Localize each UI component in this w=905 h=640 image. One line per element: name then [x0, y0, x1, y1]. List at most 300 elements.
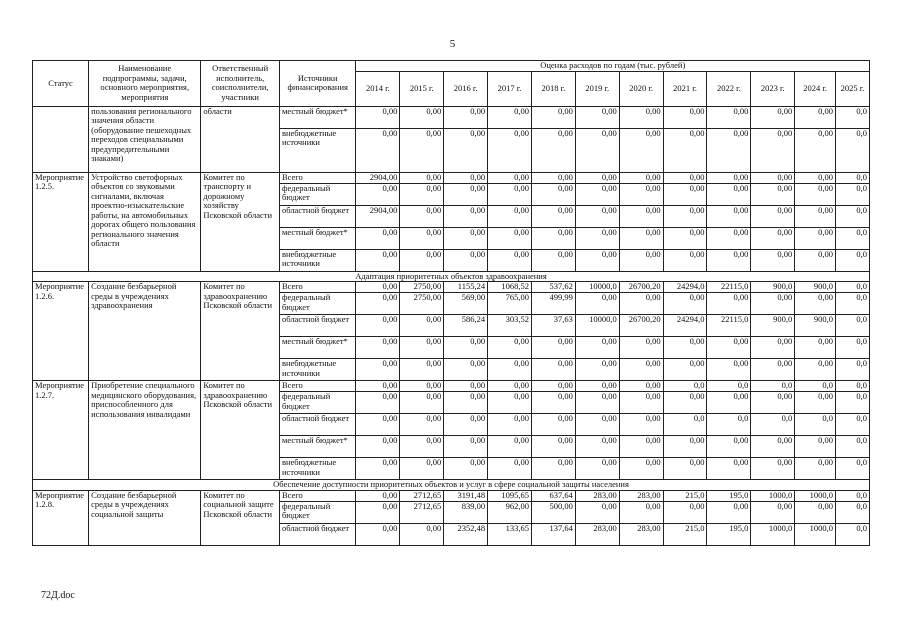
value-cell: 0,00	[488, 392, 532, 414]
value-cell: 195,0	[707, 523, 751, 545]
value-cell: 900,0	[795, 282, 836, 293]
value-cell: 0,0	[751, 414, 795, 436]
header-sources: Источники финансирования	[279, 61, 356, 107]
value-cell: 10000,0	[575, 282, 619, 293]
header-status: Статус	[33, 61, 89, 107]
source-cell: местный бюджет*	[279, 436, 356, 458]
value-cell: 0,00	[488, 381, 532, 392]
value-cell: 0,00	[663, 183, 707, 205]
value-cell: 0,00	[707, 337, 751, 359]
value-cell: 0,00	[444, 381, 488, 392]
value-cell: 0,00	[400, 381, 444, 392]
value-cell: 0,00	[356, 128, 400, 172]
name-cell: Создание безбарьерной среды в учреждениях здравоохранения	[89, 282, 201, 381]
value-cell: 0,00	[531, 172, 575, 183]
header-year: 2025 г.	[836, 71, 870, 106]
value-cell: 0,00	[531, 436, 575, 458]
value-cell: 0,00	[444, 458, 488, 480]
value-cell: 0,00	[707, 458, 751, 480]
value-cell: 0,0	[836, 315, 870, 337]
value-cell: 2712,65	[400, 501, 444, 523]
table-row	[33, 172, 870, 183]
value-cell: 26700,20	[619, 282, 663, 293]
value-cell: 0,00	[488, 458, 532, 480]
source-cell: местный бюджет*	[279, 106, 356, 128]
value-cell: 0,00	[751, 337, 795, 359]
value-cell: 0,00	[619, 106, 663, 128]
value-cell: 0,00	[751, 436, 795, 458]
value-cell: 0,00	[356, 337, 400, 359]
value-cell: 0,00	[531, 414, 575, 436]
value-cell: 0,00	[707, 436, 751, 458]
value-cell: 0,00	[575, 381, 619, 392]
value-cell: 0,00	[488, 359, 532, 381]
value-cell: 0,00	[356, 183, 400, 205]
responsible-cell: Комитет по здравоохранению Псковской области	[201, 381, 280, 480]
value-cell: 765,00	[488, 293, 532, 315]
value-cell: 0,00	[444, 249, 488, 271]
value-cell: 0,00	[531, 128, 575, 172]
status-cell: Мероприятие 1.2.5.	[33, 172, 89, 271]
value-cell: 0,00	[356, 458, 400, 480]
value-cell: 0,00	[575, 128, 619, 172]
source-cell: Всего	[279, 172, 356, 183]
footer-filename: 72Д.doc	[41, 590, 75, 601]
value-cell: 0,0	[836, 381, 870, 392]
value-cell: 0,00	[575, 249, 619, 271]
value-cell: 0,00	[356, 359, 400, 381]
value-cell: 0,00	[751, 172, 795, 183]
value-cell: 0,00	[575, 392, 619, 414]
value-cell: 0,0	[836, 282, 870, 293]
value-cell: 0,00	[400, 337, 444, 359]
value-cell: 24294,0	[663, 315, 707, 337]
value-cell: 586,24	[444, 315, 488, 337]
source-cell: областной бюджет	[279, 414, 356, 436]
value-cell: 283,00	[575, 523, 619, 545]
value-cell: 0,00	[619, 337, 663, 359]
value-cell: 0,00	[531, 106, 575, 128]
value-cell: 0,00	[619, 172, 663, 183]
value-cell: 0,00	[619, 392, 663, 414]
value-cell: 0,00	[488, 337, 532, 359]
value-cell: 22115,0	[707, 282, 751, 293]
value-cell: 0,00	[751, 359, 795, 381]
source-cell: федеральный бюджет	[279, 293, 356, 315]
value-cell: 0,00	[575, 501, 619, 523]
value-cell: 0,0	[836, 359, 870, 381]
value-cell: 0,00	[444, 183, 488, 205]
value-cell: 0,00	[751, 106, 795, 128]
value-cell: 0,00	[356, 249, 400, 271]
value-cell: 133,65	[488, 523, 532, 545]
value-cell: 0,00	[795, 227, 836, 249]
source-cell: внебюджетные источники	[279, 249, 356, 271]
name-cell: Создание безбарьерной среды в учреждениях социальной защиты	[89, 490, 201, 545]
source-cell: внебюджетные источники	[279, 458, 356, 480]
value-cell: 2904,00	[356, 172, 400, 183]
value-cell: 0,00	[663, 458, 707, 480]
value-cell: 0,00	[795, 183, 836, 205]
value-cell: 0,00	[751, 458, 795, 480]
value-cell: 0,00	[575, 359, 619, 381]
value-cell: 0,00	[707, 392, 751, 414]
value-cell: 0,00	[444, 337, 488, 359]
value-cell: 0,00	[400, 205, 444, 227]
value-cell: 900,0	[795, 315, 836, 337]
header-year: 2016 г.	[444, 71, 488, 106]
value-cell: 0,00	[400, 523, 444, 545]
header-year: 2014 г.	[356, 71, 400, 106]
value-cell: 0,00	[707, 172, 751, 183]
value-cell: 1000,0	[751, 523, 795, 545]
value-cell: 0,00	[444, 205, 488, 227]
value-cell: 0,00	[444, 392, 488, 414]
value-cell: 0,00	[531, 205, 575, 227]
value-cell: 0,00	[400, 359, 444, 381]
value-cell: 0,0	[836, 436, 870, 458]
value-cell: 0,00	[356, 436, 400, 458]
value-cell: 900,0	[751, 315, 795, 337]
value-cell: 0,00	[400, 436, 444, 458]
value-cell: 0,00	[795, 172, 836, 183]
value-cell: 0,00	[795, 436, 836, 458]
value-cell: 0,00	[795, 359, 836, 381]
table-row	[33, 106, 870, 128]
value-cell: 283,00	[619, 490, 663, 501]
value-cell: 0,00	[531, 359, 575, 381]
value-cell: 0,00	[531, 183, 575, 205]
value-cell: 0,00	[488, 183, 532, 205]
value-cell: 0,00	[488, 414, 532, 436]
value-cell: 10000,0	[575, 315, 619, 337]
value-cell: 0,00	[619, 227, 663, 249]
value-cell: 0,00	[663, 392, 707, 414]
value-cell: 0,00	[619, 293, 663, 315]
value-cell: 1000,0	[751, 490, 795, 501]
name-cell: Устройство светофорных объектов со звуковыми сигналами, включая проектно-изыскательские работы, на автомобильных дорогах общего пользования регионального значения области	[89, 172, 201, 271]
value-cell: 0,0	[836, 414, 870, 436]
value-cell: 0,00	[575, 183, 619, 205]
value-cell: 499,99	[531, 293, 575, 315]
value-cell: 0,0	[836, 227, 870, 249]
value-cell: 0,00	[751, 501, 795, 523]
value-cell: 0,00	[663, 128, 707, 172]
table-row	[33, 381, 870, 392]
header-year: 2020 г.	[619, 71, 663, 106]
value-cell: 1000,0	[795, 523, 836, 545]
value-cell: 0,0	[751, 381, 795, 392]
value-cell: 0,00	[619, 205, 663, 227]
value-cell: 283,00	[619, 523, 663, 545]
section-row	[33, 480, 870, 491]
value-cell: 0,00	[575, 337, 619, 359]
source-cell: федеральный бюджет	[279, 501, 356, 523]
value-cell: 0,00	[356, 392, 400, 414]
value-cell: 0,00	[400, 249, 444, 271]
source-cell: областной бюджет	[279, 205, 356, 227]
value-cell: 637,64	[531, 490, 575, 501]
value-cell: 0,00	[663, 106, 707, 128]
value-cell: 0,0	[836, 128, 870, 172]
value-cell: 0,00	[488, 227, 532, 249]
value-cell: 0,00	[444, 128, 488, 172]
value-cell: 0,00	[575, 436, 619, 458]
value-cell: 0,00	[488, 128, 532, 172]
value-cell: 0,00	[663, 501, 707, 523]
value-cell: 2712,65	[400, 490, 444, 501]
value-cell: 0,00	[531, 381, 575, 392]
value-cell: 0,00	[663, 337, 707, 359]
name-cell: Приобретение специального медицинского оборудования, приспособленного для использования инвалидами	[89, 381, 201, 480]
value-cell: 0,0	[836, 392, 870, 414]
value-cell: 0,0	[836, 106, 870, 128]
value-cell: 0,0	[836, 249, 870, 271]
value-cell: 0,00	[400, 392, 444, 414]
value-cell: 0,00	[356, 501, 400, 523]
value-cell: 37,63	[531, 315, 575, 337]
value-cell: 0,0	[836, 172, 870, 183]
header-year: 2018 г.	[531, 71, 575, 106]
value-cell: 0,00	[531, 249, 575, 271]
value-cell: 0,00	[707, 106, 751, 128]
value-cell: 0,00	[400, 172, 444, 183]
value-cell: 1000,0	[795, 490, 836, 501]
value-cell: 0,00	[663, 172, 707, 183]
value-cell: 0,00	[751, 227, 795, 249]
value-cell: 0,00	[707, 227, 751, 249]
value-cell: 0,00	[619, 381, 663, 392]
value-cell: 0,00	[663, 227, 707, 249]
value-cell: 0,00	[356, 293, 400, 315]
value-cell: 0,00	[575, 458, 619, 480]
table-row	[33, 490, 870, 501]
value-cell: 0,0	[795, 414, 836, 436]
header-estimate: Оценка расходов по годам (тыс. рублей)	[356, 61, 870, 72]
value-cell: 0,00	[356, 315, 400, 337]
value-cell: 0,00	[356, 106, 400, 128]
value-cell: 0,00	[400, 128, 444, 172]
value-cell: 0,00	[663, 436, 707, 458]
value-cell: 0,00	[488, 172, 532, 183]
value-cell: 0,00	[707, 205, 751, 227]
responsible-cell: Комитет по транспорту и дорожному хозяйству Псковской области	[201, 172, 280, 271]
value-cell: 3191,48	[444, 490, 488, 501]
value-cell: 0,0	[836, 523, 870, 545]
header-year: 2021 г.	[663, 71, 707, 106]
value-cell: 0,00	[795, 106, 836, 128]
value-cell: 0,00	[619, 128, 663, 172]
source-cell: областной бюджет	[279, 523, 356, 545]
value-cell: 0,00	[751, 293, 795, 315]
header-year: 2023 г.	[751, 71, 795, 106]
value-cell: 0,00	[619, 414, 663, 436]
responsible-cell: Комитет по здравоохранению Псковской области	[201, 282, 280, 381]
value-cell: 0,00	[751, 183, 795, 205]
value-cell: 0,00	[356, 523, 400, 545]
table-body	[33, 106, 870, 545]
value-cell: 0,00	[444, 172, 488, 183]
source-cell: областной бюджет	[279, 315, 356, 337]
value-cell: 283,00	[575, 490, 619, 501]
source-cell: федеральный бюджет	[279, 183, 356, 205]
value-cell: 0,00	[619, 501, 663, 523]
value-cell: 2750,00	[400, 282, 444, 293]
value-cell: 26700,20	[619, 315, 663, 337]
value-cell: 0,00	[575, 414, 619, 436]
value-cell: 0,00	[707, 249, 751, 271]
value-cell: 0,00	[795, 337, 836, 359]
section-title: Обеспечение доступности приоритетных объектов и услуг в сфере социальной защиты населения	[33, 480, 870, 491]
value-cell: 0,0	[836, 293, 870, 315]
value-cell: 2750,00	[400, 293, 444, 315]
source-cell: внебюджетные источники	[279, 359, 356, 381]
value-cell: 0,00	[619, 183, 663, 205]
value-cell: 215,0	[663, 490, 707, 501]
value-cell: 0,00	[795, 392, 836, 414]
value-cell: 0,00	[575, 172, 619, 183]
value-cell: 0,0	[836, 205, 870, 227]
value-cell: 0,00	[356, 490, 400, 501]
value-cell: 0,0	[836, 337, 870, 359]
header-year: 2022 г.	[707, 71, 751, 106]
header-year: 2024 г.	[795, 71, 836, 106]
value-cell: 215,0	[663, 523, 707, 545]
value-cell: 22115,0	[707, 315, 751, 337]
name-cell: пользования регионального значения области (оборудование пешеходных переходов специальными предупредительными знаками)	[89, 106, 201, 172]
header-year: 2015 г.	[400, 71, 444, 106]
value-cell: 0,00	[795, 293, 836, 315]
value-cell: 0,00	[531, 392, 575, 414]
value-cell: 0,0	[836, 490, 870, 501]
value-cell: 2904,00	[356, 205, 400, 227]
value-cell: 0,00	[400, 315, 444, 337]
value-cell: 0,00	[795, 249, 836, 271]
value-cell: 0,00	[707, 128, 751, 172]
value-cell: 0,00	[356, 414, 400, 436]
value-cell: 0,00	[619, 249, 663, 271]
value-cell: 0,00	[751, 205, 795, 227]
value-cell: 195,0	[707, 490, 751, 501]
value-cell: 0,00	[619, 458, 663, 480]
expenses-table	[32, 60, 870, 546]
value-cell: 537,62	[531, 282, 575, 293]
value-cell: 0,00	[444, 414, 488, 436]
value-cell: 0,00	[619, 359, 663, 381]
header-name: Наименование подпрограммы, задачи, основного мероприятия, мероприятия	[89, 61, 201, 107]
value-cell: 0,0	[707, 414, 751, 436]
value-cell: 0,00	[751, 128, 795, 172]
value-cell: 0,00	[488, 205, 532, 227]
header-year: 2019 г.	[575, 71, 619, 106]
value-cell: 0,0	[836, 458, 870, 480]
value-cell: 1155,24	[444, 282, 488, 293]
value-cell: 0,00	[619, 436, 663, 458]
value-cell: 0,0	[663, 381, 707, 392]
value-cell: 0,00	[356, 227, 400, 249]
value-cell: 0,00	[356, 381, 400, 392]
value-cell: 0,00	[488, 249, 532, 271]
value-cell: 0,00	[707, 359, 751, 381]
value-cell: 962,00	[488, 501, 532, 523]
value-cell: 0,00	[795, 128, 836, 172]
value-cell: 0,0	[836, 183, 870, 205]
value-cell: 0,0	[836, 501, 870, 523]
status-cell: Мероприятие 1.2.7.	[33, 381, 89, 480]
value-cell: 0,00	[575, 106, 619, 128]
value-cell: 0,00	[663, 249, 707, 271]
value-cell: 900,0	[751, 282, 795, 293]
value-cell: 1095,65	[488, 490, 532, 501]
source-cell: Всего	[279, 282, 356, 293]
value-cell: 0,00	[444, 359, 488, 381]
value-cell: 500,00	[531, 501, 575, 523]
value-cell: 0,00	[663, 293, 707, 315]
value-cell: 0,00	[488, 106, 532, 128]
section-row	[33, 271, 870, 282]
header-responsible: Ответственный исполнитель, соисполнители, участники	[201, 61, 280, 107]
value-cell: 0,00	[356, 282, 400, 293]
value-cell: 0,00	[707, 293, 751, 315]
status-cell: Мероприятие 1.2.8.	[33, 490, 89, 545]
value-cell: 0,00	[400, 458, 444, 480]
section-title: Адаптация приоритетных объектов здравоохранения	[33, 271, 870, 282]
value-cell: 2352,48	[444, 523, 488, 545]
value-cell: 0,00	[444, 436, 488, 458]
value-cell: 0,00	[531, 337, 575, 359]
table-row	[33, 282, 870, 293]
value-cell: 0,00	[575, 205, 619, 227]
value-cell: 0,00	[707, 501, 751, 523]
value-cell: 0,00	[400, 227, 444, 249]
source-cell: местный бюджет*	[279, 337, 356, 359]
value-cell: 0,00	[751, 392, 795, 414]
value-cell: 137,64	[531, 523, 575, 545]
value-cell: 0,00	[400, 106, 444, 128]
value-cell: 0,00	[531, 458, 575, 480]
value-cell: 0,00	[795, 458, 836, 480]
source-cell: внебюджетные источники	[279, 128, 356, 172]
source-cell: Всего	[279, 490, 356, 501]
source-cell: местный бюджет*	[279, 227, 356, 249]
value-cell: 569,00	[444, 293, 488, 315]
status-cell	[33, 106, 89, 172]
value-cell: 0,00	[707, 183, 751, 205]
value-cell: 839,00	[444, 501, 488, 523]
value-cell: 0,00	[488, 436, 532, 458]
value-cell: 0,0	[663, 414, 707, 436]
value-cell: 0,00	[575, 227, 619, 249]
value-cell: 0,00	[400, 414, 444, 436]
source-cell: Всего	[279, 381, 356, 392]
value-cell: 0,0	[707, 381, 751, 392]
value-cell: 0,00	[444, 106, 488, 128]
value-cell: 0,00	[795, 501, 836, 523]
responsible-cell: Комитет по социальной защите Псковской области	[201, 490, 280, 545]
value-cell: 303,52	[488, 315, 532, 337]
value-cell: 0,00	[400, 183, 444, 205]
value-cell: 0,00	[663, 205, 707, 227]
value-cell: 0,00	[575, 293, 619, 315]
header-year: 2017 г.	[488, 71, 532, 106]
page-number: 5	[449, 38, 456, 50]
value-cell: 0,00	[663, 359, 707, 381]
responsible-cell: области	[201, 106, 280, 172]
status-cell: Мероприятие 1.2.6.	[33, 282, 89, 381]
value-cell: 1068,52	[488, 282, 532, 293]
value-cell: 24294,0	[663, 282, 707, 293]
value-cell: 0,00	[444, 227, 488, 249]
